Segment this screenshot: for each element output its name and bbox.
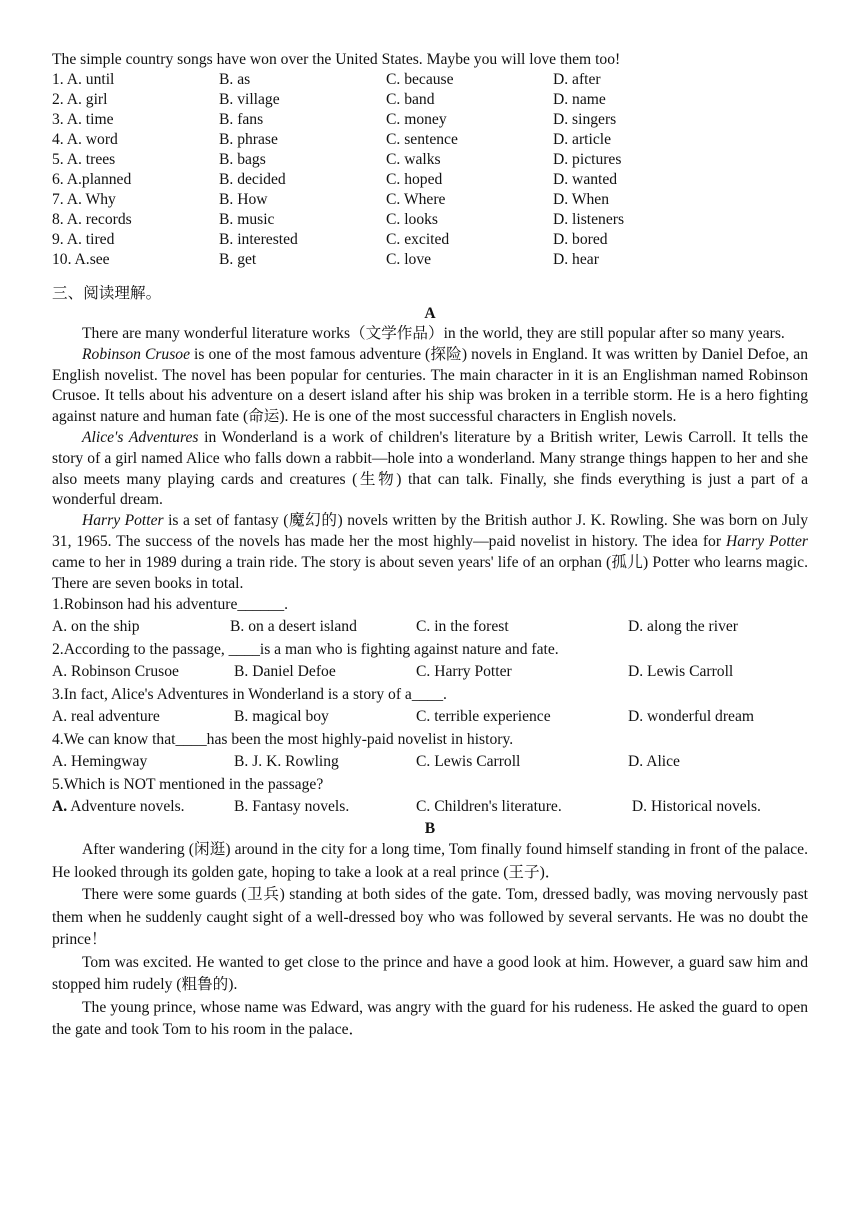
- question-stem: 1.Robinson had his adventure______.: [52, 596, 289, 614]
- book-title: Harry Potter: [725, 532, 808, 550]
- cloze-row: 5. A. trees B. bags C. walks D. pictures: [52, 151, 622, 168]
- passage-b-paragraph: The young prince, whose name was Edward, was angry with the guard for his rudeness. He asked the guard to open the gate and took Tom to his room in the palace．: [52, 998, 808, 1039]
- passage-b-paragraph: After wandering (闲逛) around in the city for a long time, Tom finally found himself standing in front of the palace. He looked through its golden gate, hoping to take a look at a real prince (王子)．: [52, 841, 808, 881]
- exam-page: [52, 50, 808, 1042]
- book-title: Robinson Crusoe: [82, 345, 191, 363]
- passage-a-paragraph: There are many wonderful literature works（文学作品）in the world, they are still popular after so many years.: [82, 325, 785, 342]
- passage-a-paragraph: Alice's Adventures in Wonderland is a work of children's literature by a British writer, Lewis Carroll. It tells the story of a girl named Alice who falls down a rabbit—hole into a wonderland. Many strange things happen to her and she also meets many playing cards and creatures (生物) that can talk. Finally, she finds everything is just a part of a wonderful dream.: [52, 428, 809, 509]
- question-block: [52, 594, 808, 819]
- book-title: Harry Potter: [82, 512, 164, 530]
- question-options: A. on the ship B. on a desert island C. in the forest D. along the river: [52, 617, 738, 635]
- cloze-row: 4. A. word B. phrase C. sentence D. article: [52, 131, 612, 148]
- cloze-intro: The simple country songs have won over the United States. Maybe you will love them too!: [52, 51, 621, 68]
- cloze-options: [52, 70, 808, 270]
- book-title: Alice's Adventures: [82, 428, 199, 446]
- question-stem: 5.Which is NOT mentioned in the passage?: [52, 776, 324, 794]
- passage-b-label: B: [424, 820, 436, 838]
- question-options: A. Robinson Crusoe B. Daniel Defoe C. Harry Potter D. Lewis Carroll: [52, 662, 734, 680]
- section-heading: 三、阅读理解。: [52, 285, 162, 302]
- passage-b-paragraph: Tom was excited. He wanted to get close to the prince and have a good look at him. However, a guard saw him and stopped him rudely (粗鲁的).: [52, 953, 808, 994]
- cloze-row: 8. A. records B. music C. looks D. listeners: [52, 211, 625, 228]
- cloze-row: 6. A.planned B. decided C. hoped D. wanted: [52, 171, 618, 188]
- question-options: A. Hemingway B. J. K. Rowling C. Lewis Carroll D. Alice: [52, 752, 680, 770]
- cloze-row: 10. A.see B. get C. love D. hear: [52, 251, 599, 268]
- cloze-row: 9. A. tired B. interested C. excited D. bored: [52, 231, 608, 248]
- cloze-row: 7. A. Why B. How C. Where D. When: [52, 191, 610, 208]
- question-options: A. Adventure novels. B. Fantasy novels. C. Children's literature. D. Historical novels.: [52, 797, 761, 815]
- question-stem: 4.We can know that____has been the most highly-paid novelist in history.: [52, 731, 514, 749]
- passage-a-paragraph: Robinson Crusoe is one of the most famous adventure (探险) novels in England. It was written by Daniel Defoe, an English novelist. The novel has been popular for centuries. The main character in it is an Englishman named Robinson Crusoe. It tells about his adventure on a desert island after his ship was broken in a terrible storm. He is a hero fighting against nature and human fate (命运). He is one of the most successful characters in English novels.: [52, 345, 808, 426]
- passage-a-label: A: [424, 305, 436, 322]
- question-stem: 3.In fact, Alice's Adventures in Wonderland is a story of a____.: [52, 686, 447, 704]
- question-options: A. real adventure B. magical boy C. terrible experience D. wonderful dream: [52, 707, 755, 725]
- cloze-row: 2. A. girl B. village C. band D. name: [52, 91, 606, 108]
- cloze-row: 1. A. until B. as C. because D. after: [52, 71, 601, 88]
- question-stem: 2.According to the passage, ____is a man who is fighting against nature and fate.: [52, 641, 559, 659]
- cloze-row: 3. A. time B. fans C. money D. singers: [52, 111, 617, 128]
- passage-b-paragraph: There were some guards (卫兵) standing at both sides of the gate. Tom, dressed badly, was moving nervously past them when he suddenly caught sight of a well-dressed boy who was followed by several servants. He was no doubt the prince！: [52, 886, 808, 949]
- passage-a-paragraph: Harry Potter is a set of fantasy (魔幻的) novels written by the British author J. K. Rowling. She was born on July 31, 1965. The success of the novels has made her the most highly—paid novelist in history. The idea for Harry Potter came to her in 1989 during a train ride. The story is about seven years' life of an orphan (孤儿) Potter who learns magic. There are seven books in total.: [52, 512, 808, 592]
